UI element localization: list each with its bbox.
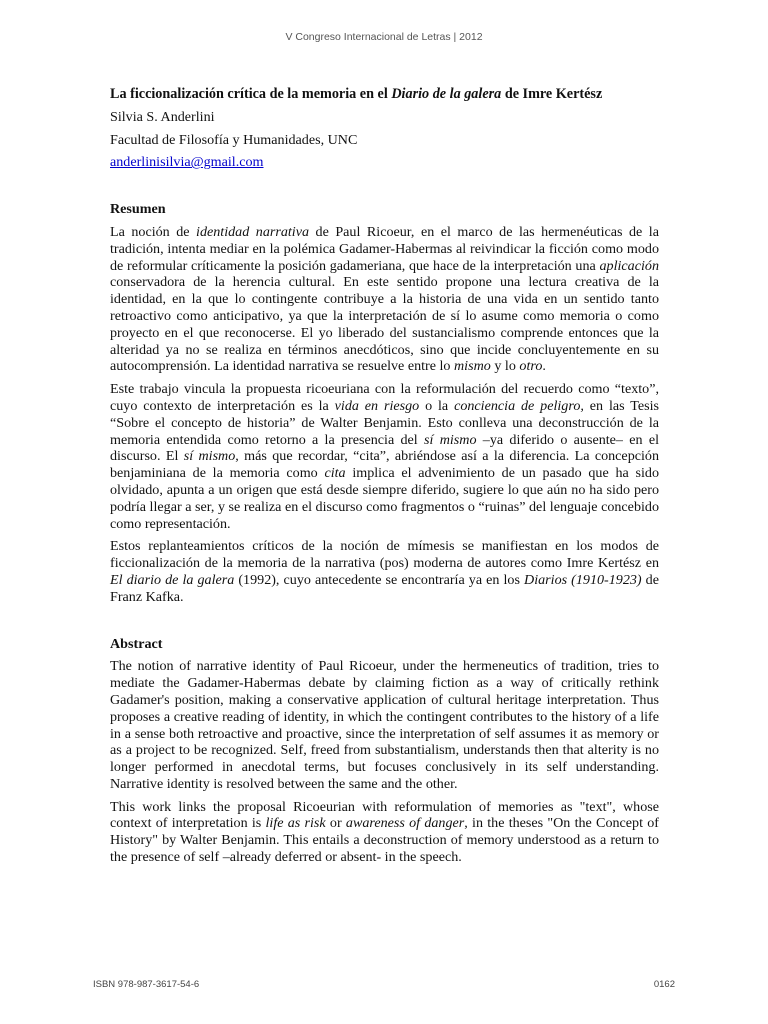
article-title xyxy=(110,86,659,103)
text-run: implica el advenimiento de un pasado que ha sido olvidado, apunta a un origen que está desde siempre diferido, sugiere lo que aún no ha sido pero podría llegar a ser, y se realiza en el discurso como fragmentos o “ruinas” del lenguaje concebido como representación. xyxy=(110,465,659,532)
italic-text-run: cita xyxy=(324,465,346,482)
italic-text-run: Diarios (1910-1923) xyxy=(524,571,642,588)
isbn-footer: ISBN 978-987-3617-54-6 xyxy=(93,979,200,990)
text-run: The notion of narrative identity of Paul Ricoeur, under the hermeneutics of tradition, tries to mediate the Gadamer-Habermas debate by claiming fiction as a way of critically rethink Gadamer's position, making a conservative application of cultural heritage interpretation. Thus proposes a creative reading of identity, in which the contingent contributes to the history of a life in a sense both retroactive and proactive, since the interpretation of self assumes it as memory or as a project to be recognized. Self, freed from substantialism, understands then that alterity is no longer performed in anecdotal terms, but focuses conclusively in its self understanding. Narrative identity is resolved between the same and the other. xyxy=(110,658,659,792)
text-run: Estos replanteamientos críticos de la noción de mímesis se manifiestan en los modos de ficcionalización de la memoria de la narrativa (pos) moderna de autores como Imre Kertész en xyxy=(110,538,659,572)
author-affiliation: Facultad de Filosofía y Humanidades, UNC xyxy=(110,131,358,148)
text-run: en las Tesis “Sobre el concepto de historia” de Walter Benjamin. Esto conlleva una deconstrucción de la memoria entendida como retorno a la presencia del xyxy=(110,397,659,448)
resumen-paragraph-2 xyxy=(110,381,659,532)
text-run: . xyxy=(542,358,546,375)
resumen-paragraph-3 xyxy=(110,538,659,605)
italic-text-run: identidad narrativa xyxy=(196,223,310,240)
resumen-paragraph-1 xyxy=(110,224,659,375)
italic-text-run: awareness of danger xyxy=(345,815,465,832)
title-text: La ficcionalización crítica de la memoria en el xyxy=(110,86,392,102)
text-run: de Paul Ricoeur, en el marco de las hermenéuticas de la tradición, intenta mediar en la polémica Gadamer-Habermas al reivindicar la ficción como modo de reformular críticamente la posición gadameriana, que hace de la interpretación una xyxy=(110,223,659,274)
text-run: La noción de xyxy=(110,223,197,240)
italic-text-run: aplicación xyxy=(599,257,659,274)
text-run: y lo xyxy=(490,358,520,375)
italic-text-run: vida en riesgo xyxy=(334,397,420,414)
text-run: de Franz Kafka. xyxy=(110,571,659,605)
text-run: This work links the proposal Ricoeurian with reformulation of memories as "text", whose context of interpretation is xyxy=(110,798,659,832)
abstract-heading: Abstract xyxy=(110,635,163,652)
italic-text-run: sí mismo xyxy=(424,431,477,448)
text-run: conservadora de la herencia cultural. En este sentido propone una lectura creativa de la identidad, en la que lo contingente contribuye a la historia de una vida en un sentido tanto retroactivo como anticipativo, ya que la interpretación de sí lo asume como memoria o como proyecto en el que reconocerse. El yo liberado del sustancialismo comprende entonces que la alteridad ya no se realiza en términos anecdóticos, sino que incide concluyentemente en su autocomprensión. La identidad narrativa se resuelve entre lo xyxy=(110,274,659,375)
text-run: or xyxy=(325,815,346,832)
italic-text-run: El diario de la galera xyxy=(110,571,235,588)
resumen-heading: Resumen xyxy=(110,201,166,218)
abstract-paragraph-2 xyxy=(110,799,659,866)
italic-text-run: sí mismo xyxy=(183,448,236,465)
abstract-paragraph-1 xyxy=(110,658,659,792)
running-header: V Congreso Internacional de Letras | 2012 xyxy=(285,31,483,43)
text-run: (1992), cuyo antecedente se encontraría ya en los xyxy=(234,571,525,588)
text-run: , in the theses "On the Concept of History" by Walter Benjamin. This entails a deconstruction of memory understood as a return to the presence of self –already deferred or absent- in the speech. xyxy=(110,815,659,866)
title-italic: Diario de la galera xyxy=(391,86,502,102)
text-run: –ya diferido o ausente– en el discurso. El xyxy=(110,431,660,465)
italic-text-run: life as risk xyxy=(265,815,326,832)
author-name: Silvia S. Anderlini xyxy=(110,108,215,125)
text-run: o la xyxy=(419,397,455,414)
page-number: 0162 xyxy=(653,979,675,990)
text-run: , más que recordar, “cita”, abriéndose así a la diferencia. La concepción benjaminiana de la memoria como xyxy=(110,448,660,482)
article-body xyxy=(110,86,659,872)
text-run: Este trabajo vincula la propuesta ricoeuriana con la reformulación del recuerdo como “texto”, cuyo contexto de interpretación es la xyxy=(110,381,659,414)
italic-text-run: conciencia de peligro, xyxy=(454,397,584,414)
italic-text-run: otro xyxy=(519,358,543,375)
italic-text-run: mismo xyxy=(454,358,491,375)
title-suffix: de Imre Kertész xyxy=(501,86,603,102)
author-email-link[interactable]: anderlinisilvia@gmail.com xyxy=(110,154,264,171)
